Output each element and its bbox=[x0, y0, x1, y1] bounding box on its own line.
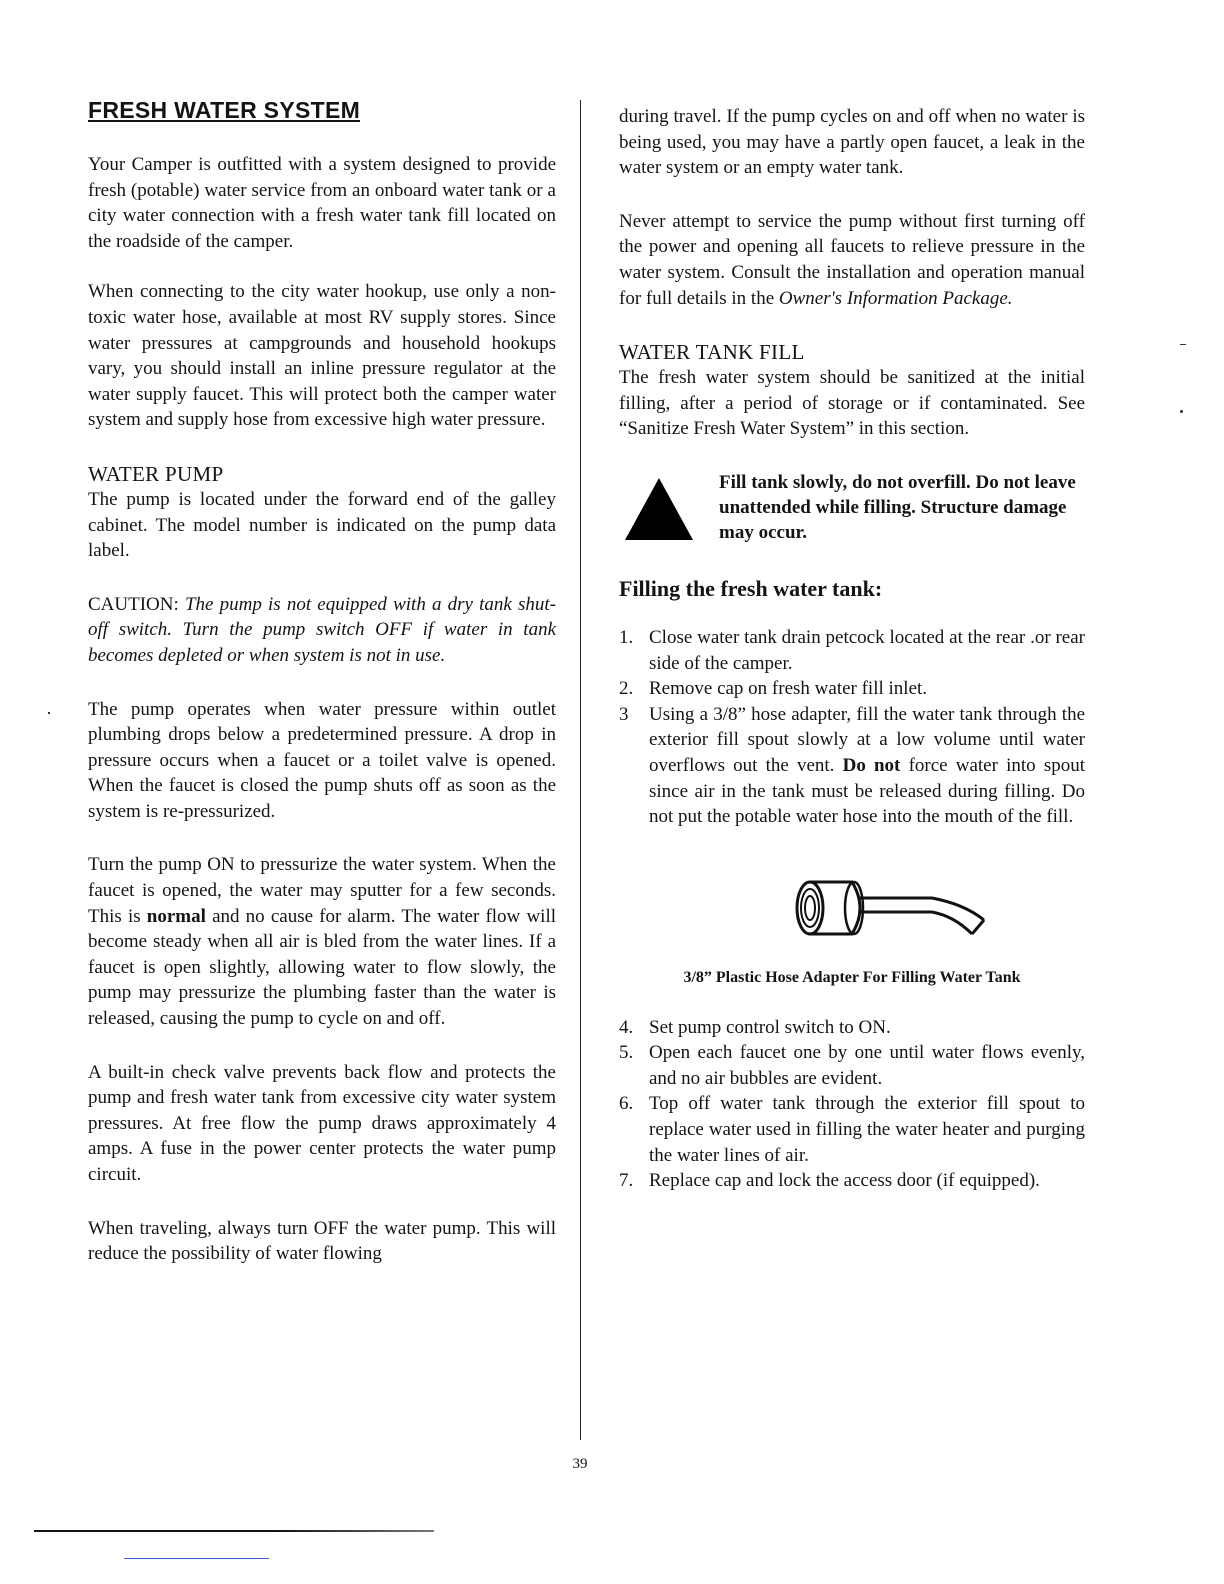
scan-artifact-mark bbox=[48, 712, 50, 714]
filling-heading: Filling the fresh water tank: bbox=[619, 575, 883, 601]
never-service-text: Never attempt to service the pump without first turning off the power and opening all faucets to relieve pressure in the water system. Consult the installation and operation manual for full details in the bbox=[619, 210, 1085, 309]
step3-text-a: Using a 3/8” hose adapter, fill the water tank through the exterior fill spout slowly at a low volume until water overflows out the vent. bbox=[649, 703, 1085, 776]
list-item: 7. Replace cap and lock the access door (if equipped). bbox=[619, 1170, 1040, 1192]
tank-fill-paragraph: The fresh water system should be sanitized at the initial filling, after a period of storage or if contaminated. See “Sanitize Fresh Water System” in this section. bbox=[619, 367, 1085, 440]
warning-text: Fill tank slowly, do not overfill. Do not leave unattended while filling. Structure damage may occur. bbox=[719, 471, 1076, 543]
page-title: FRESH WATER SYSTEM bbox=[88, 97, 361, 123]
filling-steps-list-b bbox=[619, 1015, 1085, 1194]
traveling-paragraph: When traveling, always turn OFF the water pump. This will reduce the possibility of water flowing bbox=[88, 1217, 556, 1265]
caution-label: CAUTION: bbox=[88, 593, 179, 615]
hose-adapter-figure bbox=[619, 864, 1085, 959]
list-item: 1. Close water tank drain petcock located at the rear .or rear side of the camper. bbox=[619, 626, 1085, 674]
caution-paragraph bbox=[88, 592, 556, 669]
never-service-paragraph bbox=[619, 209, 1085, 311]
caution-text: The pump is not equipped with a dry tank shut-off switch. Turn the pump switch OFF if water in tank becomes depleted or when system is not in use. bbox=[88, 593, 557, 666]
filling-steps-list-a bbox=[619, 625, 1085, 830]
check-valve-paragraph: A built-in check valve prevents back flow and protects the pump and fresh water tank from excessive city water system pressures. At free flow the pump draws approximately 4 amps. A fuse in the power center protects the water pump circuit. bbox=[88, 1061, 556, 1185]
list-item: 2. Remove cap on fresh water fill inlet. bbox=[619, 678, 928, 700]
turn-pump-on-paragraph bbox=[88, 852, 556, 1031]
list-item: 3 Using a 3/8” hose adapter, fill the water tank through the exterior fill spout slowly at a low volume until water overflows out the vent. Do not force water into spout since air in the tank must be released during filling. Do not put the potable water hose into the mouth of the fill. bbox=[619, 703, 1086, 828]
list-item: 6. Top off water tank through the exterior fill spout to replace water used in filling the water heater and purging the water lines of air. bbox=[619, 1093, 1085, 1166]
step3-text-b: force water into spout since air in the tank must be released during filling. Do not put the potable water hose into the mouth of the fill. bbox=[649, 754, 1086, 828]
travel-continued-paragraph: during travel. If the pump cycles on and off when no water is being used, you may have a partly open faucet, a leak in the water system or an empty water tank. bbox=[619, 106, 1085, 179]
scan-artifact-line bbox=[34, 1530, 434, 1532]
scan-artifact-line bbox=[124, 1558, 269, 1559]
page-number: 39 bbox=[572, 1456, 588, 1472]
hose-adapter-illustration bbox=[702, 864, 1002, 954]
figure-caption: 3/8” Plastic Hose Adapter For Filling Water Tank bbox=[683, 968, 1021, 986]
water-pump-heading: WATER PUMP bbox=[88, 461, 224, 486]
intro-paragraph: Your Camper is outfitted with a system designed to provide fresh (potable) water service from an onboard water tank or a city water connection with a fresh water tank fill located on the roadside of the camper. bbox=[88, 154, 556, 252]
right-column bbox=[619, 104, 1085, 1194]
left-column bbox=[88, 96, 556, 1267]
water-tank-fill-heading: WATER TANK FILL bbox=[619, 340, 805, 365]
do-not-emphasis: Do not bbox=[842, 754, 901, 776]
column-divider bbox=[580, 100, 581, 1440]
scan-artifact-mark bbox=[1180, 344, 1186, 345]
normal-emphasis: normal bbox=[146, 905, 206, 927]
city-water-paragraph: When connecting to the city water hookup, use only a non-toxic water hose, available at most RV supply stores. Since water pressures at campgrounds and household hookups vary, you should install an inline pressure regulator at the water supply faucet. This will protect both the camper water system and supply hose from excessive high water pressure. bbox=[88, 281, 556, 431]
warning-triangle-icon bbox=[619, 470, 719, 547]
turn-on-text-a: Turn the pump ON to pressurize the water system. When the faucet is opened, the water may sputter for a few seconds. This is bbox=[88, 854, 556, 927]
scan-artifact-mark bbox=[1180, 410, 1183, 413]
list-item: 5. Open each faucet one by one until water flows evenly, and no air bubbles are evident. bbox=[619, 1042, 1085, 1089]
warning-notice bbox=[619, 470, 1085, 547]
turn-on-text-b: and no cause for alarm. The water flow will become steady when all air is bled from the water lines. If a faucet is open slightly, allowing water to flow slowly, the pump may pressurize the plumbing faster than the water is released, causing the pump to cycle on and off. bbox=[88, 905, 556, 1030]
owners-package-ref: Owner's Information Package. bbox=[778, 287, 1013, 309]
pump-location-paragraph: The pump is located under the forward end of the galley cabinet. The model number is indicated on the pump data label. bbox=[88, 488, 556, 562]
list-item: 4. Set pump control switch to ON. bbox=[619, 1016, 891, 1038]
pump-operates-paragraph: The pump operates when water pressure within outlet plumbing drops below a predetermined pressure. A drop in pressure occurs when a faucet or a toilet valve is opened. When the faucet is closed the pump shuts off as soon as the system is re-pressurized. bbox=[88, 698, 556, 822]
